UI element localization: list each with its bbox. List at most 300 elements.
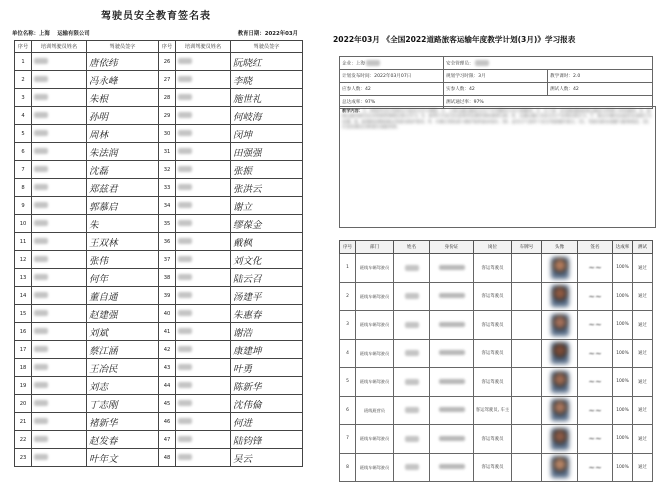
roster-no: 5 [340,368,356,397]
row-no-left: 16 [15,323,32,341]
report-info-table [339,56,653,109]
roster-header-name: 姓名 [394,241,430,254]
roster-id [430,396,474,425]
company-label: 企业： [342,61,356,67]
driver-name-left [32,53,87,71]
driver-signature-left: 郭慕启 [87,197,159,215]
roster-signature: ~~ [578,453,613,482]
driver-signature-left: 沈磊 [87,161,159,179]
roster-header-test: 测试 [633,241,653,254]
driver-signature-left: 朱 [87,215,159,233]
roster-header-plate: 车牌号 [512,241,542,254]
row-no-right: 29 [159,107,176,125]
driver-signature-left: 蔡江涵 [87,341,159,359]
row-no-left: 18 [15,359,32,377]
driver-name-left [32,395,87,413]
driver-name-left [32,449,87,467]
signature-row [15,71,303,89]
driver-signature-left: 何年 [87,269,159,287]
driver-name-right [176,197,231,215]
driver-name-left [32,179,87,197]
driver-name-left [32,143,87,161]
pass-rate-value: 97% [473,100,484,105]
driver-signature-left: 朱法润 [87,143,159,161]
unit-label: 单位名称：上海 [12,31,50,37]
driver-name-right [176,269,231,287]
roster-dept: 班线车辆驾驶员 [356,453,394,482]
signature-row [15,341,303,359]
roster-row [340,368,653,397]
roster-photo [542,368,578,397]
roster-rate: 100% [613,425,633,454]
driver-signature-left: 赵发春 [87,431,159,449]
roster-post: 客运驾驶员 [474,368,512,397]
driver-signature-right: 沈伟倫 [231,395,303,413]
driver-name-right [176,233,231,251]
row-no-right: 40 [159,305,176,323]
row-no-right: 26 [159,53,176,71]
driver-name-left [32,71,87,89]
row-no-right: 46 [159,413,176,431]
driver-signature-left: 周林 [87,125,159,143]
driver-signature-right: 陈新华 [231,377,303,395]
driver-signature-left: 刘志 [87,377,159,395]
driver-signature-left: 郑兹君 [87,179,159,197]
driver-signature-right: 施世礼 [231,89,303,107]
driver-name-left [32,341,87,359]
avatar [551,399,569,421]
driver-name-right [176,287,231,305]
driver-signature-right: 康建坤 [231,341,303,359]
roster-no: 2 [340,282,356,311]
signature-row [15,413,303,431]
signature-row [15,197,303,215]
roster-id [430,339,474,368]
driver-signature-right: 叶勇 [231,359,303,377]
row-no-left: 2 [15,71,32,89]
roster-plate [512,453,542,482]
roster-signature: ~~ [578,368,613,397]
row-no-left: 20 [15,395,32,413]
roster-plate [512,311,542,340]
driver-name-left [32,197,87,215]
header-no-left: 序号 [15,41,32,53]
driver-signature-right: 陆云召 [231,269,303,287]
row-no-left: 3 [15,89,32,107]
roster-dept: 班线车辆驾驶员 [356,425,394,454]
row-no-right: 27 [159,71,176,89]
roster-signature: ~~ [578,282,613,311]
row-no-left: 1 [15,53,32,71]
hours-label: 规划学习时限： [446,74,479,79]
roster-plate [512,282,542,311]
row-no-left: 7 [15,161,32,179]
roster-signature: ~~ [578,311,613,340]
header-name-left: 培训驾驶员姓名 [32,41,87,53]
driver-signature-right: 闵坤 [231,125,303,143]
roster-post: 客运驾驶员 [474,339,512,368]
driver-name-left [32,161,87,179]
roster-signature: ~~ [578,396,613,425]
row-no-left: 8 [15,179,32,197]
driver-name-right [176,161,231,179]
roster-name [394,254,430,283]
sheet-title: 驾驶员安全教育签名表 [101,11,211,22]
row-no-right: 37 [159,251,176,269]
driver-name-right [176,215,231,233]
roster-row [340,254,653,283]
row-no-right: 43 [159,359,176,377]
teaching-content [339,106,656,228]
driver-name-right [176,449,231,467]
driver-name-right [176,341,231,359]
driver-signature-left: 丁志刚 [87,395,159,413]
driver-signature-left: 叶年文 [87,449,159,467]
roster-no: 3 [340,311,356,340]
driver-name-right [176,413,231,431]
driver-signature-left: 褚新华 [87,413,159,431]
signature-sheet [8,4,304,474]
signature-row [15,323,303,341]
signature-row [15,305,303,323]
safety-admin-label: 安全管理员： [446,61,474,67]
driver-name-right [176,431,231,449]
row-no-left: 6 [15,143,32,161]
roster-dept: 班线车辆驾驶员 [356,368,394,397]
driver-name-right [176,251,231,269]
driver-name-left [32,215,87,233]
row-no-right: 48 [159,449,176,467]
rate-label: 总达成率： [342,100,365,105]
signature-row [15,53,303,71]
driver-name-right [176,359,231,377]
driver-name-right [176,107,231,125]
driver-name-right [176,53,231,71]
roster-post: 客运驾驶员 [474,311,512,340]
test-count-label: 测试人数： [550,87,573,92]
signature-row [15,377,303,395]
row-no-right: 33 [159,179,176,197]
row-no-left: 11 [15,233,32,251]
driver-signature-left: 唐依纬 [87,53,159,71]
signature-row [15,161,303,179]
driver-name-left [32,287,87,305]
roster-name [394,339,430,368]
signature-row [15,431,303,449]
avatar [551,314,569,336]
signature-row [15,287,303,305]
roster-row [340,311,653,340]
header-signature-right: 驾驶员签字 [231,41,303,53]
roster-photo [542,254,578,283]
signature-table [14,40,303,467]
roster-dept: 班线车辆驾驶员 [356,282,394,311]
row-no-left: 23 [15,449,32,467]
header-name-right: 培训驾驶员姓名 [176,41,231,53]
teach-hours-value: 2.0 [572,74,581,79]
roster-plate [512,368,542,397]
roster-post: 客运驾驶员 [474,425,512,454]
roster-no: 8 [340,453,356,482]
roster-post: 客运驾驶员, 车主 [474,396,512,425]
signature-row [15,359,303,377]
driver-name-left [32,89,87,107]
roster-test: 通过 [633,282,653,311]
roster-plate [512,425,542,454]
roster-no: 1 [340,254,356,283]
driver-name-left [32,125,87,143]
roster-id [430,425,474,454]
row-no-right: 42 [159,341,176,359]
row-no-right: 30 [159,125,176,143]
roster-row [340,425,653,454]
driver-signature-right: 朱惠春 [231,305,303,323]
row-no-right: 34 [159,197,176,215]
driver-name-right [176,143,231,161]
row-no-left: 13 [15,269,32,287]
signature-header-row [15,41,303,53]
driver-name-right [176,71,231,89]
signature-row [15,395,303,413]
roster-plate [512,339,542,368]
avatar [551,257,569,279]
roster-row [340,339,653,368]
driver-name-left [32,251,87,269]
row-no-left: 12 [15,251,32,269]
roster-row [340,282,653,311]
row-no-right: 35 [159,215,176,233]
signature-row [15,233,303,251]
roster-row [340,396,653,425]
roster-header-dept: 部门 [356,241,394,254]
driver-signature-right: 李晓 [231,71,303,89]
driver-name-left [32,233,87,251]
header-signature-left: 驾驶员签字 [87,41,159,53]
row-no-left: 15 [15,305,32,323]
driver-signature-right: 张洪云 [231,179,303,197]
roster-photo [542,425,578,454]
roster-dept: 班线车辆驾驶员 [356,254,394,283]
driver-name-left [32,107,87,125]
hours-value: 3月 [478,74,486,79]
driver-name-left [32,431,87,449]
roster-id [430,453,474,482]
driver-signature-right: 何进 [231,413,303,431]
content-label: 教学内容： [342,108,363,113]
row-no-right: 47 [159,431,176,449]
roster-id [430,311,474,340]
driver-name-left [32,377,87,395]
row-no-left: 14 [15,287,32,305]
row-no-left: 17 [15,341,32,359]
roster-name [394,368,430,397]
driver-name-left [32,323,87,341]
roster-header-signature: 签名 [578,241,613,254]
row-no-right: 36 [159,233,176,251]
actual-label: 实参人数： [446,87,469,92]
roster-post: 客运驾驶员 [474,453,512,482]
pass-rate-label: 测试通过率： [446,100,474,105]
roster-test: 通过 [633,396,653,425]
row-no-right: 39 [159,287,176,305]
signature-row [15,107,303,125]
signature-row [15,125,303,143]
row-no-right: 28 [159,89,176,107]
driver-signature-left: 董自通 [87,287,159,305]
avatar [551,342,569,364]
signature-row [15,449,303,467]
roster-test: 通过 [633,254,653,283]
test-count-value: 42 [572,87,579,92]
driver-name-left [32,413,87,431]
avatar [551,371,569,393]
roster-header-photo: 头像 [542,241,578,254]
driver-signature-right: 陆钧锋 [231,431,303,449]
roster-test: 通过 [633,311,653,340]
driver-name-left [32,359,87,377]
driver-name-left [32,305,87,323]
driver-name-right [176,377,231,395]
avatar [551,285,569,307]
plan-time-value: 2022年03月07日 [374,74,412,79]
signature-row [15,215,303,233]
driver-signature-right: 戴枫 [231,233,303,251]
roster-name [394,425,430,454]
roster-header-id: 身份证 [430,241,474,254]
driver-signature-right: 吴云 [231,449,303,467]
signature-row [15,251,303,269]
roster-rate: 100% [613,339,633,368]
driver-name-right [176,125,231,143]
roster-photo [542,339,578,368]
roster-id [430,282,474,311]
roster-rate: 100% [613,368,633,397]
roster-photo [542,453,578,482]
roster-signature: ~~ [578,254,613,283]
driver-signature-left: 孙明 [87,107,159,125]
roster-no: 7 [340,425,356,454]
row-no-left: 21 [15,413,32,431]
driver-signature-right: 谢立 [231,197,303,215]
driver-signature-left: 赵建强 [87,305,159,323]
row-no-left: 5 [15,125,32,143]
driver-signature-left: 刘斌 [87,323,159,341]
roster-row [340,453,653,482]
roster-name [394,282,430,311]
row-no-right: 45 [159,395,176,413]
roster-no: 4 [340,339,356,368]
roster-name [394,453,430,482]
row-no-right: 31 [159,143,176,161]
roster-header-post: 岗位 [474,241,512,254]
roster-rate: 100% [613,396,633,425]
unit-suffix: 运输有限公司 [57,31,90,37]
signature-row [15,89,303,107]
driver-signature-right: 汤建平 [231,287,303,305]
row-no-right: 44 [159,377,176,395]
roster-test: 通过 [633,368,653,397]
roster-test: 通过 [633,425,653,454]
roster-name [394,396,430,425]
row-no-left: 22 [15,431,32,449]
roster-photo [542,311,578,340]
driver-name-left [32,269,87,287]
teach-hours-label: 教学课时： [550,74,573,79]
driver-signature-left: 冯永峰 [87,71,159,89]
signature-row [15,143,303,161]
roster-header-rate: 达成率 [613,241,633,254]
driver-signature-right: 何岐海 [231,107,303,125]
driver-signature-right: 缪葆金 [231,215,303,233]
driver-signature-left: 张伟 [87,251,159,269]
roster-rate: 100% [613,311,633,340]
row-no-right: 41 [159,323,176,341]
row-no-left: 4 [15,107,32,125]
roster-rate: 100% [613,453,633,482]
roster-id [430,254,474,283]
avatar [551,428,569,450]
sheet-meta [12,29,302,37]
roster-header-row [340,241,653,254]
signature-row [15,179,303,197]
row-no-left: 10 [15,215,32,233]
driver-signature-right: 阮晓红 [231,53,303,71]
driver-signature-right: 张振 [231,161,303,179]
roster-signature: ~~ [578,339,613,368]
header-no-right: 序号 [159,41,176,53]
driver-signature-right: 田强强 [231,143,303,161]
row-no-right: 38 [159,269,176,287]
roster-dept: 班线车辆驾驶员 [356,339,394,368]
roster-id [430,368,474,397]
roster-plate [512,396,542,425]
enrolled-value: 42 [364,87,371,92]
roster-name [394,311,430,340]
driver-name-right [176,179,231,197]
signature-row [15,269,303,287]
report-title: 2022年03月 《全国2022道路旅客运输年度教学计划(3月)》学习报表 [333,35,576,44]
roster-header-no: 序号 [340,241,356,254]
actual-value: 42 [468,87,475,92]
driver-name-right [176,305,231,323]
row-no-left: 19 [15,377,32,395]
roster-test: 通过 [633,339,653,368]
driver-signature-left: 王双林 [87,233,159,251]
roster-photo [542,396,578,425]
roster-rate: 100% [613,254,633,283]
roster-dept: 班线班营员 [356,396,394,425]
driver-name-right [176,89,231,107]
plan-time-label: 计划发布时间： [342,74,375,79]
avatar [551,456,569,478]
row-no-left: 9 [15,197,32,215]
roster-rate: 100% [613,282,633,311]
driver-signature-right: 谢浩 [231,323,303,341]
content-text: 1、2022年3月驾驶员月度安全学习课程；2、上海交通运输安全生产专项整治行动方案解读；3、关于进一步加强道路旅客运输安全管理工作的通知；4、道路运输驾驶员从业资格管理规定要点学习；5、春季行车安全注意事项及典型事故案例分析；6、交通运输行业安全生产法律法规学习；7、客运车辆动态监控及违规行为处置；8、疫情防控期间客运驾驶员防护要求；9、车辆日常检查与维护保养基本知识；10、恶劣天气条件下安全驾驶操作要点；11、驾驶员职业道德与服务规范；12、应急处置及自救逃生技能培训。 [342,108,653,129]
learning-report [333,4,658,474]
driver-signature-left: 朱根 [87,89,159,107]
roster-post: 客运驾驶员 [474,282,512,311]
education-date: 教育日期：2022年03月 [237,31,298,37]
driver-name-right [176,323,231,341]
driver-signature-left: 王冶民 [87,359,159,377]
enrolled-label: 应参人数： [342,87,365,92]
company-value: 上海 [355,61,365,67]
driver-signature-right: 刘文化 [231,251,303,269]
roster-plate [512,254,542,283]
roster-photo [542,282,578,311]
roster-post: 客运驾驶员 [474,254,512,283]
